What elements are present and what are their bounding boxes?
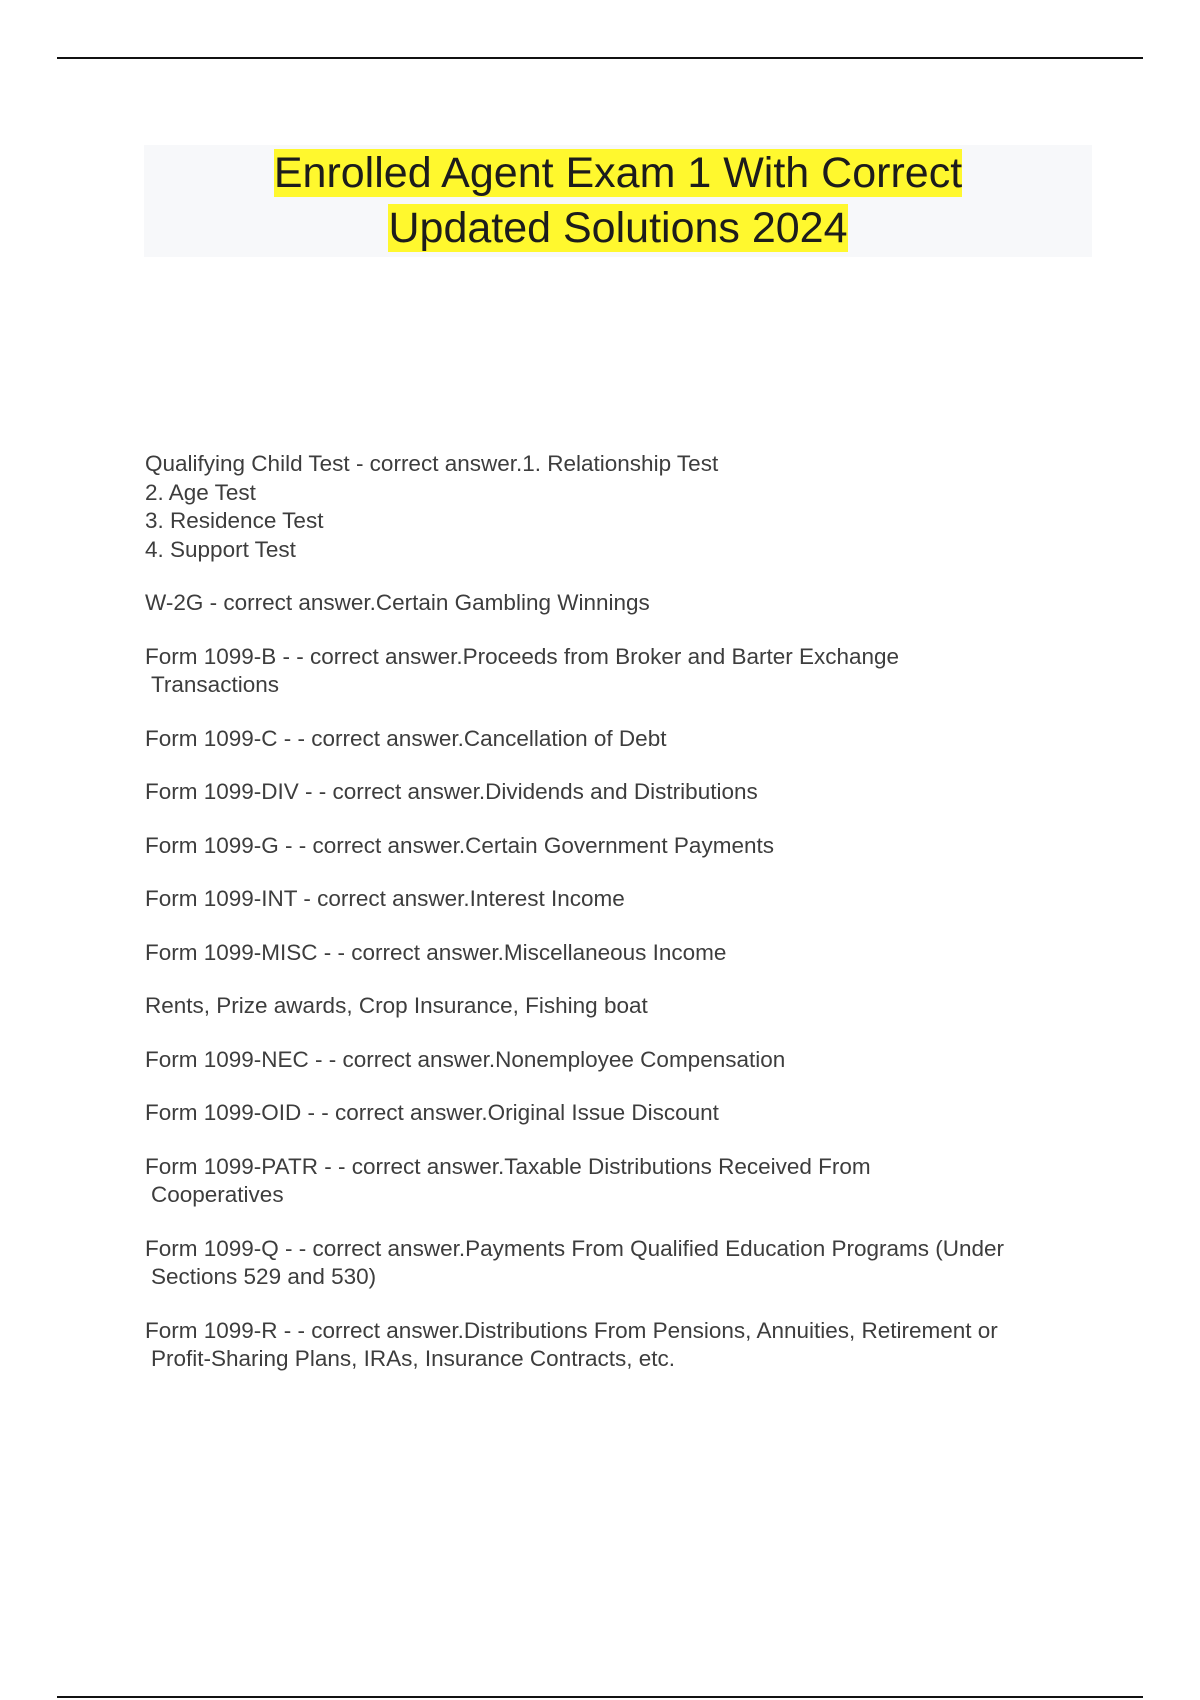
qa-entry — [145, 450, 1090, 564]
qa-list — [145, 450, 1090, 1399]
qa-entry — [145, 1099, 1090, 1128]
entry-continuation: Cooperatives — [151, 1182, 284, 1207]
entry-continuation: Profit-Sharing Plans, IRAs, Insurance Contracts, etc. — [151, 1346, 675, 1371]
qa-entry — [145, 1317, 1090, 1374]
document-title: Enrolled Agent Exam 1 With Correct Updated Solutions 2024 — [273, 149, 963, 252]
qa-entry — [145, 643, 1090, 700]
qa-entry — [145, 589, 1090, 618]
qa-entry — [145, 1235, 1090, 1292]
entry-text: Form 1099-Q - - correct answer.Payments From Qualified Education Programs (Under — [145, 1235, 1005, 1261]
qa-entry — [145, 1046, 1090, 1075]
top-rule — [57, 57, 1143, 59]
qa-entry — [145, 725, 1090, 754]
entry-text: W-2G - correct answer.Certain Gambling Winnings — [145, 590, 650, 615]
title-wrap — [218, 145, 1018, 256]
entry-text: Form 1099-R - - correct answer.Distributions From Pensions, Annuities, Retirement or — [145, 1317, 998, 1343]
title-band — [144, 145, 1092, 257]
entry-text: Form 1099-INT - correct answer.Interest Income — [145, 886, 625, 911]
qa-entry — [145, 939, 1090, 968]
entry-text: Form 1099-B - - correct answer.Proceeds from Broker and Barter Exchange — [145, 643, 900, 669]
entry-text: Form 1099-OID - - correct answer.Original Issue Discount — [145, 1100, 719, 1125]
entry-text: Form 1099-DIV - - correct answer.Dividends and Distributions — [145, 779, 758, 804]
qa-entry — [145, 778, 1090, 807]
entry-text: Form 1099-NEC - - correct answer.Nonemployee Compensation — [145, 1046, 786, 1072]
entry-continuation: Transactions — [151, 672, 279, 697]
qa-entry — [145, 832, 1090, 861]
qa-entry — [145, 885, 1090, 914]
entry-text: Form 1099-G - - correct answer.Certain Government Payments — [145, 832, 774, 858]
entry-text: Qualifying Child Test - correct answer.1. Relationship Test 2. Age Test 3. Residence Test 4. Support Test — [145, 451, 719, 562]
entry-text: Form 1099-MISC - - correct answer.Miscellaneous Income — [145, 939, 727, 965]
qa-entry — [145, 1153, 1090, 1210]
entry-continuation: Sections 529 and 530) — [151, 1264, 377, 1289]
qa-entry — [145, 992, 1090, 1021]
entry-text: Form 1099-C - - correct answer.Cancellation of Debt — [145, 725, 667, 751]
entry-text: Rents, Prize awards, Crop Insurance, Fishing boat — [145, 993, 648, 1018]
bottom-rule — [57, 1696, 1143, 1698]
entry-text: Form 1099-PATR - - correct answer.Taxable Distributions Received From — [145, 1153, 871, 1179]
